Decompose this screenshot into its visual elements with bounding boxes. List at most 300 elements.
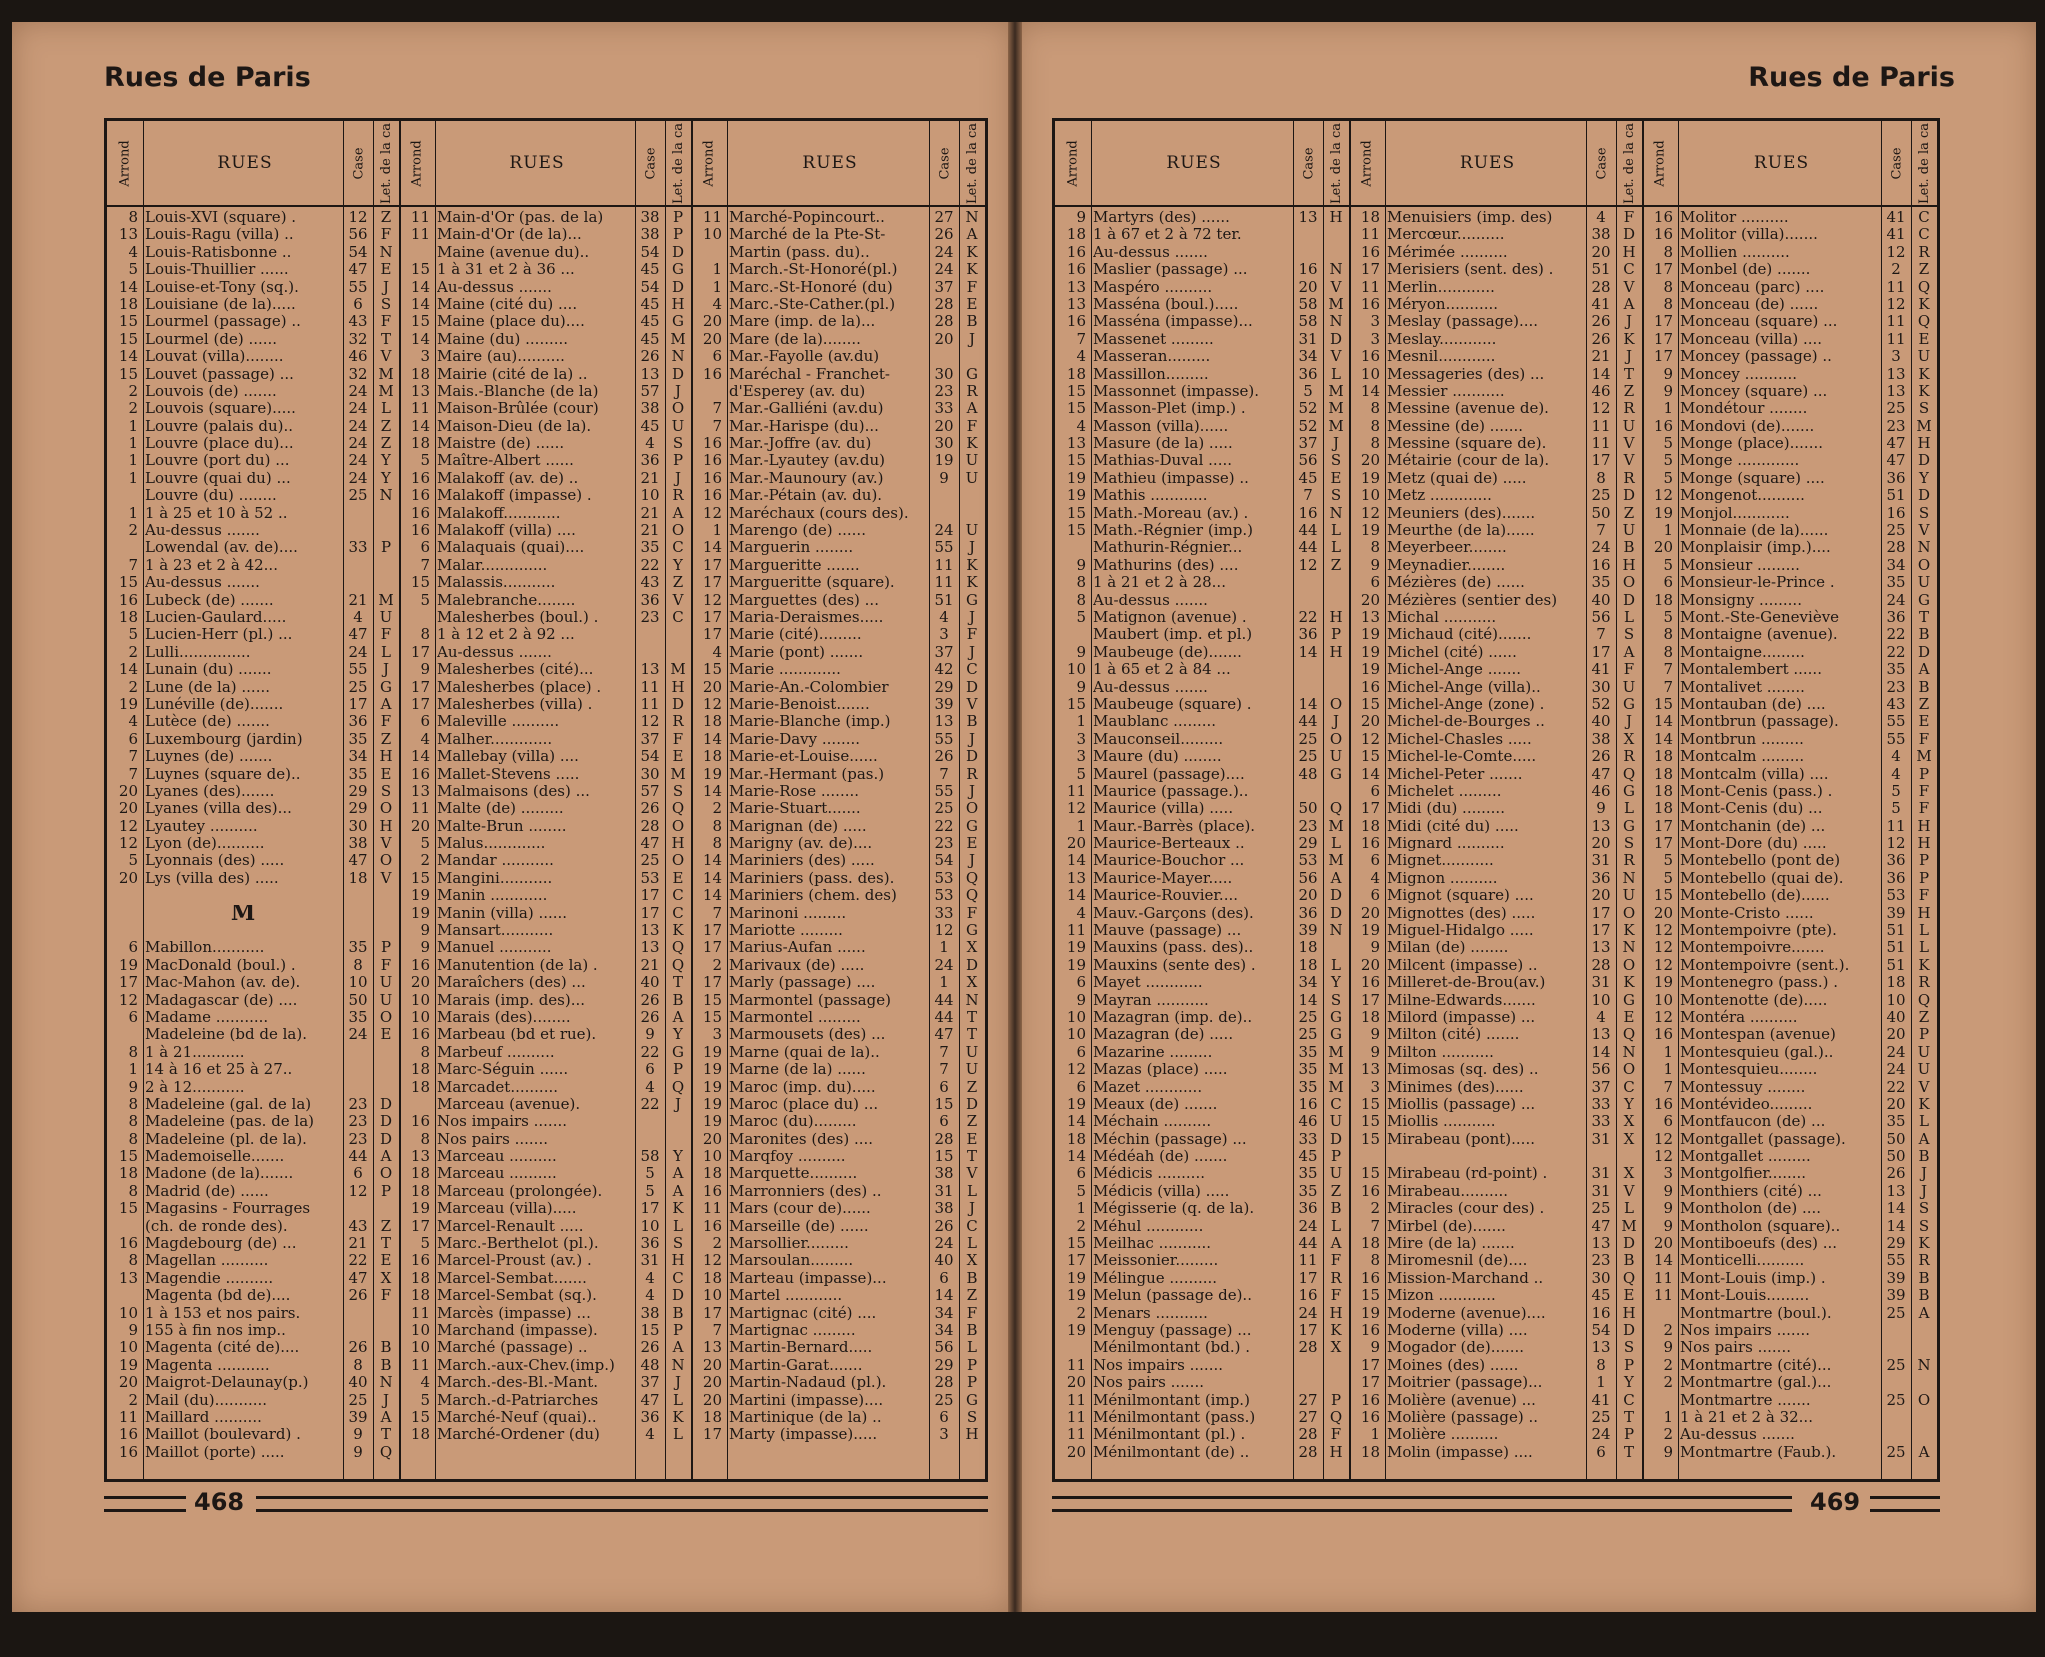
- street-row: [1349, 366, 1642, 383]
- case-number: 24: [348, 399, 368, 418]
- street-name: Maurice (villa) .....: [1093, 800, 1234, 818]
- street-row: [107, 1200, 399, 1217]
- street-row: [1642, 783, 1937, 800]
- street-name: Maronites (des) ....: [729, 1130, 874, 1148]
- street-row: [1642, 539, 1937, 556]
- street-name: Mire (de la) .......: [1387, 1235, 1515, 1253]
- arrondissement: 7: [712, 903, 722, 922]
- street-name: Maine (place du)....: [437, 313, 585, 331]
- arrondissement: 18: [1653, 781, 1673, 800]
- street-name: Louvre (quai du) ...: [145, 469, 291, 487]
- street-name: Montempoivre.......: [1680, 939, 1825, 957]
- street-row: [399, 1131, 691, 1148]
- arrondissement: 20: [702, 1129, 722, 1148]
- arrondissement: 1: [712, 521, 722, 540]
- arrondissement: 3: [1370, 312, 1380, 331]
- case-letter: V: [1918, 521, 1930, 540]
- street-row: [1055, 1322, 1349, 1339]
- arrondissement: 17: [702, 938, 722, 957]
- street-row: [399, 1357, 691, 1374]
- arrondissement: 12: [1653, 938, 1673, 957]
- street-row: [1642, 1148, 1937, 1165]
- arrondissement: 9: [1370, 555, 1380, 574]
- case-number: 8: [353, 1355, 363, 1374]
- street-row: [1349, 1305, 1642, 1322]
- lettre-header: Let. de la ca: [1622, 122, 1638, 204]
- case-letter: U: [1329, 747, 1343, 766]
- street-row: [1349, 679, 1642, 696]
- case-letter: Q: [671, 955, 685, 974]
- case-letter: D: [1329, 329, 1343, 348]
- street-row: [1642, 661, 1937, 678]
- arrondissement: 2: [1663, 1373, 1673, 1392]
- case-letter: T: [1623, 1442, 1634, 1461]
- case-letter: F: [1918, 781, 1930, 800]
- arrond-header: Arrond: [701, 139, 717, 187]
- case-letter: S: [1330, 990, 1342, 1009]
- arrondissement: 5: [420, 451, 430, 470]
- street-name: Maurice-Berteaux ..: [1093, 835, 1245, 853]
- street-row: [691, 818, 985, 835]
- arrondissement: 2: [128, 399, 138, 418]
- street-row: [691, 748, 985, 765]
- street-row: [399, 539, 691, 556]
- street-name: Magasins - Fourrages: [145, 1200, 311, 1218]
- street-name: Molière (passage) ..: [1387, 1408, 1539, 1426]
- street-row: [107, 713, 399, 730]
- street-name: Mallet-Stevens .....: [437, 765, 580, 783]
- arrondissement: 18: [410, 1077, 430, 1096]
- footer-rule: [1052, 1496, 1792, 1512]
- street-name: Montebello (de)......: [1680, 887, 1830, 905]
- case-number: 41: [1591, 660, 1611, 679]
- arrondissement: 14: [1066, 1147, 1086, 1166]
- case-number: 25: [348, 1390, 368, 1409]
- case-number: 53: [934, 868, 954, 887]
- street-row: [399, 661, 691, 678]
- case-letter: K: [966, 260, 978, 279]
- case-number: 1: [939, 938, 949, 957]
- street-row: [1055, 1444, 1349, 1461]
- street-name: Marie-et-Louise......: [729, 748, 878, 766]
- arrondissement: 18: [1360, 816, 1380, 835]
- street-row: [399, 644, 691, 661]
- street-name: Marquette..........: [729, 1165, 858, 1183]
- case-number: 46: [1591, 781, 1611, 800]
- street-row: [1349, 487, 1642, 504]
- case-letter: P: [1918, 764, 1930, 783]
- street-row: [1349, 992, 1642, 1009]
- case-letter: K: [1623, 973, 1635, 992]
- street-row: [1642, 957, 1937, 974]
- case-letter: Q: [379, 1442, 393, 1461]
- case-letter: C: [1918, 225, 1930, 244]
- arrondissement: 2: [420, 851, 430, 870]
- case-letter: G: [1918, 590, 1930, 609]
- case-number: 20: [934, 329, 954, 348]
- arrondissement: 16: [410, 486, 430, 505]
- street-name: Mont-Cenis (pass.) .: [1680, 782, 1833, 800]
- street-name: Maria-Deraismes.....: [729, 608, 884, 626]
- case-letter: U: [379, 607, 393, 626]
- street-row: [1349, 1113, 1642, 1130]
- case-number: 36: [1298, 1199, 1318, 1218]
- case-number: 22: [348, 1251, 368, 1270]
- case-number: 13: [640, 938, 660, 957]
- case-letter: F: [1330, 1286, 1342, 1305]
- case-number: 13: [1591, 1025, 1611, 1044]
- street-row: [107, 974, 399, 991]
- street-name: Mézières (de) ......: [1387, 574, 1525, 592]
- case-number: 11: [1886, 816, 1906, 835]
- case-letter: P: [672, 1321, 684, 1339]
- arrondissement: 14: [118, 660, 138, 679]
- case-number: 47: [348, 851, 368, 870]
- case-number: 50: [1591, 503, 1611, 522]
- street-row: [1055, 539, 1349, 556]
- case-number: 53: [934, 886, 954, 905]
- street-name: Monnaie (de la)......: [1680, 522, 1829, 540]
- case-letter: U: [1622, 416, 1636, 435]
- case-number: 13: [1591, 816, 1611, 835]
- case-number: 58: [1298, 312, 1318, 331]
- arrondissement: 14: [118, 347, 138, 366]
- street-row: [691, 505, 985, 522]
- street-row: [1349, 731, 1642, 748]
- case-number: 17: [640, 886, 660, 905]
- arrondissement: 16: [410, 955, 430, 974]
- street-name: Lowendal (av. de)....: [145, 539, 298, 557]
- street-name: 2 à 12...........: [145, 1078, 245, 1096]
- street-name: Mar.-Galliéni (av.du): [729, 400, 884, 418]
- arrondissement: 11: [1360, 225, 1380, 244]
- case-letter: L: [1919, 1112, 1929, 1131]
- case-letter: U: [671, 416, 685, 435]
- arrondissement: 1: [1076, 816, 1086, 835]
- street-row: [399, 1374, 691, 1391]
- street-row: [1642, 852, 1937, 869]
- arrondissement: 10: [1653, 990, 1673, 1009]
- case-number: 38: [348, 834, 368, 853]
- street-name: Main-d'Or (pas. de la): [437, 209, 604, 226]
- case-number: 35: [1298, 1042, 1318, 1061]
- street-row: [107, 1218, 399, 1235]
- street-name: Michel-Peter .......: [1387, 765, 1523, 783]
- case-letter: L: [1331, 955, 1341, 974]
- case-letter: Z: [1623, 381, 1635, 400]
- arrondissement: 15: [1653, 694, 1673, 713]
- case-number: 38: [1591, 729, 1611, 748]
- street-row: [1642, 279, 1937, 296]
- arrondissement: 15: [1360, 747, 1380, 766]
- street-name: Montebello (quai de).: [1680, 869, 1844, 887]
- case-number: 4: [645, 1425, 655, 1444]
- case-number: 15: [934, 1094, 954, 1113]
- case-letter: K: [1623, 921, 1635, 940]
- arrondissement: 15: [1360, 1129, 1380, 1148]
- street-name: Mignet...........: [1387, 852, 1494, 870]
- street-name: Marsoulan.........: [729, 1252, 854, 1270]
- case-letter: N: [1917, 1355, 1931, 1374]
- case-letter: H: [1917, 903, 1931, 922]
- case-number: 35: [1298, 1060, 1318, 1079]
- rues-header: RUES: [1166, 153, 1222, 173]
- case-letter: A: [1918, 1303, 1930, 1322]
- case-number: 25: [1886, 399, 1906, 418]
- case-number: 16: [1298, 503, 1318, 522]
- street-row: [1349, 592, 1642, 609]
- case-number: 20: [1591, 886, 1611, 905]
- arrondissement: 18: [1360, 1234, 1380, 1253]
- case-number: 37: [640, 729, 660, 748]
- case-letter: D: [379, 1094, 393, 1113]
- case-number: 47: [348, 625, 368, 644]
- case-letter: J: [674, 1094, 681, 1113]
- street-name: Marcadet..........: [437, 1078, 559, 1096]
- arrondissement: 9: [1663, 1181, 1673, 1200]
- street-row: [107, 1165, 399, 1182]
- case-letter: C: [1623, 260, 1635, 279]
- case-number: 23: [348, 1112, 368, 1131]
- street-row: [1349, 1339, 1642, 1356]
- street-row: [399, 470, 691, 487]
- arrondissement: 12: [702, 503, 722, 522]
- street-row: [691, 279, 985, 296]
- case-number: 13: [1591, 1234, 1611, 1253]
- arrondissement: 12: [702, 590, 722, 609]
- case-number: 40: [640, 973, 660, 992]
- arrondissement: 15: [702, 990, 722, 1009]
- case-letter: V: [1918, 1077, 1930, 1096]
- arrondissement: 20: [702, 677, 722, 696]
- street-name: Maurice (passage.)..: [1093, 782, 1249, 800]
- arrondissement: 6: [712, 347, 722, 366]
- case-number: 24: [934, 1234, 954, 1253]
- arrondissement: 14: [1066, 886, 1086, 905]
- case-number: 52: [1298, 416, 1318, 435]
- street-name: Mazarine .........: [1093, 1043, 1213, 1061]
- case-letter: M: [1328, 851, 1344, 870]
- street-row: [107, 957, 399, 974]
- arrondissement: 10: [118, 1303, 138, 1322]
- arrondissement: 7: [128, 747, 138, 766]
- street-row: [107, 383, 399, 400]
- street-name: Marceau ..........: [437, 1148, 557, 1166]
- street-row: [1642, 1044, 1937, 1061]
- arrondissement: 15: [410, 1407, 430, 1426]
- arrondissement: 8: [1663, 642, 1673, 661]
- street-row: [399, 1322, 691, 1339]
- case-letter: C: [966, 660, 978, 679]
- arrondissement: 20: [1066, 1373, 1086, 1392]
- street-name: 1 à 67 et 2 à 72 ter.: [1093, 226, 1242, 244]
- case-letter: E: [380, 1251, 392, 1270]
- arrondissement: 16: [702, 468, 722, 487]
- case-number: 51: [1886, 486, 1906, 505]
- case-number: 23: [1886, 416, 1906, 435]
- street-name: Marie-Blanche (imp.): [729, 713, 891, 731]
- street-name: Au-dessus .......: [437, 643, 552, 661]
- case-letter: X: [966, 938, 978, 957]
- arrondissement: 15: [118, 364, 138, 383]
- rues-header: RUES: [217, 153, 273, 173]
- street-row: [1642, 713, 1937, 730]
- street-name: Mar.-Fayolle (av.du): [729, 348, 880, 366]
- case-number: 35: [1886, 1112, 1906, 1131]
- case-number: 3: [939, 1425, 949, 1444]
- street-name: Ménilmontant (pl.) .: [1093, 1426, 1246, 1444]
- case-number: 14: [934, 1286, 954, 1305]
- street-row: [1642, 487, 1937, 504]
- case-number: 7: [1596, 625, 1606, 644]
- street-row: [107, 279, 399, 296]
- street-row: [691, 852, 985, 869]
- street-row: [1349, 383, 1642, 400]
- case-number: 56: [348, 225, 368, 244]
- case-letter: K: [672, 1407, 684, 1426]
- arrondissement: 5: [1663, 468, 1673, 487]
- case-number: 36: [640, 1234, 660, 1253]
- street-row: [107, 1339, 399, 1356]
- street-row: [1642, 1026, 1937, 1043]
- case-letter: Q: [1622, 1025, 1636, 1044]
- street-row: [1642, 261, 1937, 278]
- arrondissement: 10: [410, 1321, 430, 1339]
- street-name: Marius-Aufan ......: [729, 939, 866, 957]
- arrondissement: 11: [1066, 1390, 1086, 1409]
- arrondissement: 18: [410, 1181, 430, 1200]
- street-name: Malher.............: [437, 730, 553, 748]
- street-name: Monsigny .........: [1680, 591, 1802, 609]
- case-number: 24: [348, 468, 368, 487]
- case-number: 34: [348, 747, 368, 766]
- street-row: [1349, 313, 1642, 330]
- case-number: 20: [1591, 834, 1611, 853]
- case-number: 17: [640, 1199, 660, 1218]
- case-number: 27: [934, 208, 954, 226]
- arrondissement: 20: [1360, 955, 1380, 974]
- case-number: 17: [348, 694, 368, 713]
- street-row: [399, 1165, 691, 1182]
- case-letter: D: [379, 1112, 393, 1131]
- street-row: [691, 522, 985, 539]
- arrondissement: 14: [702, 886, 722, 905]
- case-letter: T: [966, 1007, 977, 1026]
- case-letter: G: [966, 921, 978, 940]
- street-name: Montalembert ......: [1680, 661, 1822, 679]
- street-row: [691, 835, 985, 852]
- case-letter: K: [1918, 1094, 1930, 1113]
- case-number: 26: [640, 347, 660, 366]
- case-letter: G: [1330, 764, 1342, 783]
- street-row: [1642, 1287, 1937, 1304]
- street-name: Mars (cour de)......: [729, 1200, 871, 1218]
- arrondissement: 11: [410, 208, 430, 226]
- street-row: [399, 1044, 691, 1061]
- street-name: Mar.-Hermant (pas.): [729, 765, 885, 783]
- street-row: [1055, 1235, 1349, 1252]
- case-letter: Q: [1622, 1268, 1636, 1287]
- street-row: [107, 592, 399, 609]
- street-row: [1055, 348, 1349, 365]
- street-name: March.-aux-Chev.(imp.): [437, 1356, 615, 1374]
- case-header: Case: [351, 146, 367, 180]
- street-row: [1055, 679, 1349, 696]
- street-name: Magendie ..........: [145, 1269, 274, 1287]
- case-number: 5: [1891, 799, 1901, 818]
- street-row: [1642, 348, 1937, 365]
- street-name: Mégisserie (q. de la).: [1093, 1200, 1255, 1218]
- case-letter: P: [966, 1373, 978, 1392]
- street-row: [691, 366, 985, 383]
- case-letter: H: [1329, 1442, 1343, 1461]
- case-number: 36: [640, 590, 660, 609]
- arrondissement: 18: [410, 1060, 430, 1079]
- street-name: Maurice-Rouvier....: [1093, 887, 1239, 905]
- case-number: 19: [934, 451, 954, 470]
- case-letter: U: [1329, 1164, 1343, 1183]
- arrondissement: 7: [1663, 660, 1673, 679]
- case-number: 34: [934, 1303, 954, 1322]
- case-number: 56: [1298, 451, 1318, 470]
- street-name: Masson-Plet (imp.) .: [1093, 400, 1246, 418]
- arrondissement: 2: [712, 799, 722, 818]
- case-number: 17: [1591, 903, 1611, 922]
- arrondissement: 17: [1653, 834, 1673, 853]
- arrondissement: 3: [1370, 1077, 1380, 1096]
- case-letter: Q: [671, 938, 685, 957]
- case-number: 13: [1591, 1338, 1611, 1357]
- street-name: Marie-Davy ........: [729, 730, 861, 748]
- case-number: 51: [1886, 921, 1906, 940]
- street-row: [1055, 835, 1349, 852]
- street-row: [1349, 661, 1642, 678]
- case-number: 41: [1591, 294, 1611, 313]
- arrondissement: 15: [702, 1007, 722, 1026]
- arrondissement: 4: [1370, 868, 1380, 887]
- street-row: [107, 366, 399, 383]
- case-number: 54: [640, 747, 660, 766]
- arrondissement: 18: [702, 1268, 722, 1287]
- case-letter: V: [1330, 347, 1342, 366]
- case-number: 30: [1591, 677, 1611, 696]
- street-row: [107, 261, 399, 278]
- case-number: 12: [348, 208, 368, 226]
- street-name: Louis-XVI (square) .: [145, 209, 297, 226]
- case-letter: V: [1623, 277, 1635, 296]
- street-row: [1055, 992, 1349, 1009]
- street-name: Mar.-Maunoury (av.): [729, 469, 884, 487]
- case-number: 26: [640, 1338, 660, 1357]
- case-number: 39: [1298, 921, 1318, 940]
- street-name: Manutention (de la) .: [437, 956, 598, 974]
- case-letter: J: [1625, 347, 1632, 366]
- case-number: 7: [939, 1042, 949, 1061]
- street-name: Montenegro (pass.) .: [1680, 974, 1839, 992]
- street-row: [107, 539, 399, 556]
- case-number: 46: [1591, 381, 1611, 400]
- street-name: Messageries (des) ...: [1387, 365, 1545, 383]
- street-row: [1349, 800, 1642, 817]
- street-row: [691, 731, 985, 748]
- case-letter: L: [967, 1338, 977, 1357]
- case-number: 31: [934, 1181, 954, 1200]
- street-row: [1642, 418, 1937, 435]
- street-name: Marceau (avenue).: [437, 1095, 581, 1113]
- street-row: [399, 296, 691, 313]
- street-name: Miracles (cour des) .: [1387, 1200, 1545, 1218]
- street-row: [107, 1444, 399, 1461]
